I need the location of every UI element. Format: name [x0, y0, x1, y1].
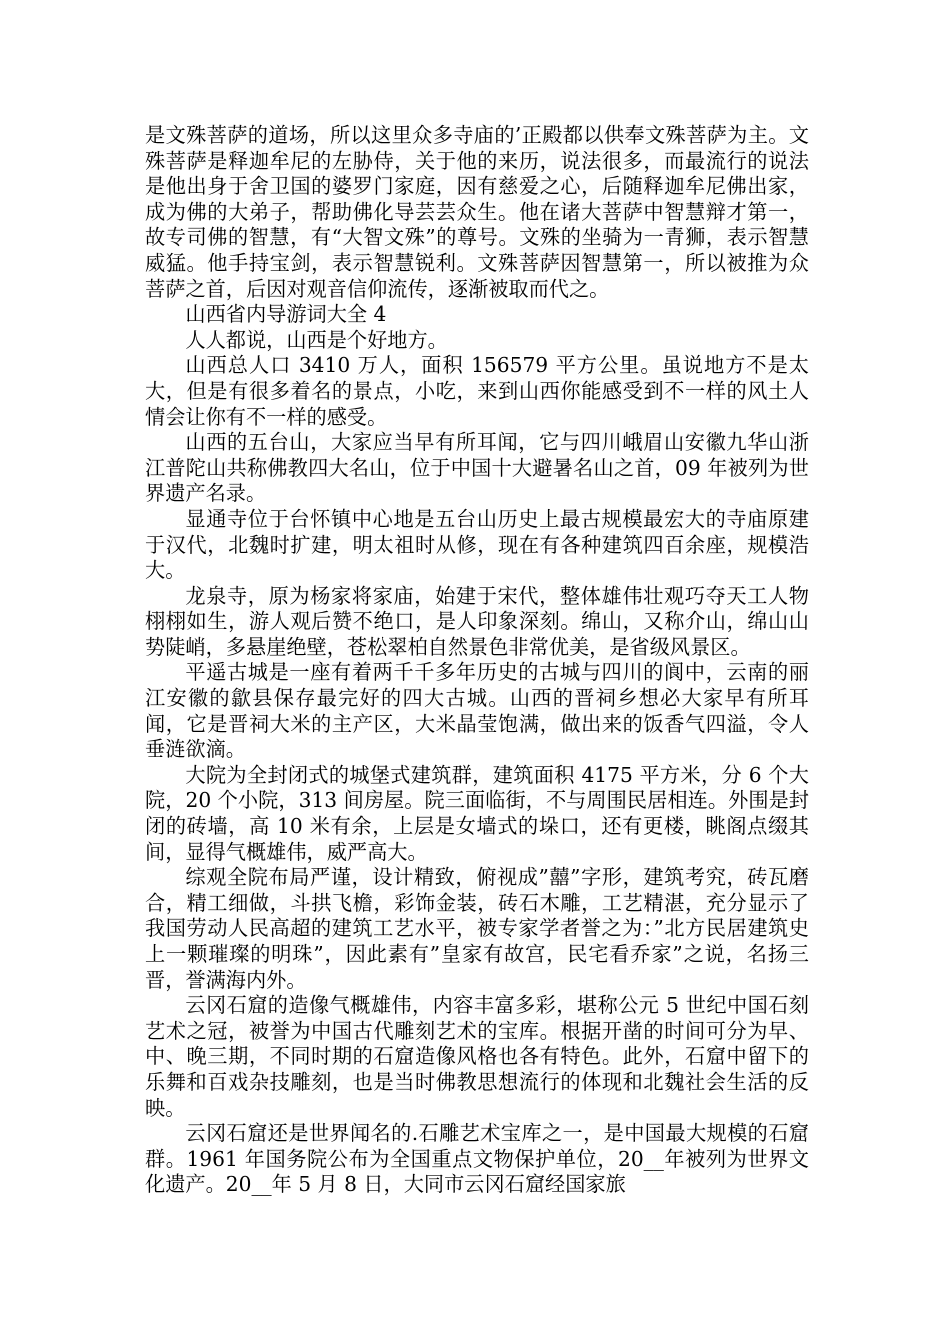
paragraph-wutaishan: 山西的五台山，大家应当早有所耳闻，它与四川峨眉山安徽九华山浙江普陀山共称佛教四大名山，位于中国十大避暑名山之首，09 年被列为世界遗产名录。	[145, 430, 809, 506]
paragraph-yungang-heritage: 云冈石窟还是世界闻名的.石雕艺术宝库之一，是中国最大规模的石窟群。1961 年国务院公布为全国重点文物保护单位，20__年被列为世界文化遗产。20__年 5 月 8 日，大同市云冈石窟经国家旅	[145, 1121, 809, 1197]
paragraph-courtyard: 大院为全封闭式的城堡式建筑群，建筑面积 4175 平方米，分 6 个大院，20 个小院，313 间房屋。院三面临街，不与周围民居相连。外围是封闭的砖墙，高 10 米有余，上层是女墙式的垛口，还有更楼，眺阁点缀其间，显得气概雄伟，威严高大。	[145, 762, 809, 864]
paragraph-wenshu-intro: 是文殊菩萨的道场，所以这里众多寺庙的’正殿都以供奉文殊菩萨为主。文殊菩萨是释迦牟尼的左胁侍，关于他的来历，说法很多，而最流行的说法是他出身于舍卫国的婆罗门家庭，因有慈爱之心，后随释迦牟尼佛出家，成为佛的大弟子，帮助佛化导芸芸众生。他在诸大菩萨中智慧辩才第一，故专司佛的智慧，有“大智文殊”的尊号。文殊的坐骑为一青狮，表示智慧威猛。他手持宝剑，表示智慧锐利。文殊菩萨因智慧第一，所以被推为众菩萨之首，后因对观音信仰流传，逐渐被取而代之。	[145, 123, 809, 301]
paragraph-longquan-temple: 龙泉寺，原为杨家将家庙，始建于宋代，整体雄伟壮观巧夺天工人物栩栩如生，游人观后赞不绝口，是人印象深刻。绵山，又称介山，绵山山势陡峭，多悬崖绝壁，苍松翠柏自然景色非常优美，是省级风景区。	[145, 583, 809, 659]
paragraph-pingyao: 平遥古城是一座有着两千千多年历史的古城与四川的阆中，云南的丽江安徽的歙县保存最完好的四大古城。山西的晋祠乡想必大家早有所耳闻，它是晋祠大米的主产区，大米晶莹饱满，做出来的饭香气四溢，令人垂涟欲滴。	[145, 660, 809, 762]
paragraph-shanxi-good-place: 人人都说，山西是个好地方。	[185, 327, 448, 352]
paragraph-xiantong-temple: 显通寺位于台怀镇中心地是五台山历史上最古规模最宏大的寺庙原建于汉代，北魏时扩建，明太祖时从修，现在有各种建筑四百余座，规模浩大。	[145, 506, 809, 583]
paragraph-qiao-family: 综观全院布局严谨，设计精致，俯视成”囍”字形，建筑考究，砖瓦磨合，精工细做，斗拱飞檐，彩饰金装，砖石木雕，工艺精湛，充分显示了我国劳动人民高超的建筑工艺水平，被专家学者誉之为：”北方民居建筑史上一颗璀璨的明珠”，因此素有”皇家有故宫，民宅看乔家”之说，名扬三晋，誉满海内外。	[145, 865, 809, 992]
section-heading: 山西省内导游词大全 4	[185, 302, 387, 327]
paragraph-shanxi-population: 山西总人口 3410 万人，面积 156579 平方公里。虽说地方不是太大，但是有很多着名的景点，小吃，来到山西你能感受到不一样的风土人情会让你有不一样的感受。	[145, 353, 809, 429]
paragraph-yungang-art: 云冈石窟的造像气概雄伟，内容丰富多彩，堪称公元 5 世纪中国石刻艺术之冠，被誉为中国古代雕刻艺术的宝库。根据开凿的时间可分为早、中、晚三期，不同时期的石窟造像风格也各有特色。此外，石窟中留下的乐舞和百戏杂技雕刻，也是当时佛教思想流行的体现和北魏社会生活的反映。	[145, 993, 809, 1120]
document-body	[145, 123, 809, 1198]
